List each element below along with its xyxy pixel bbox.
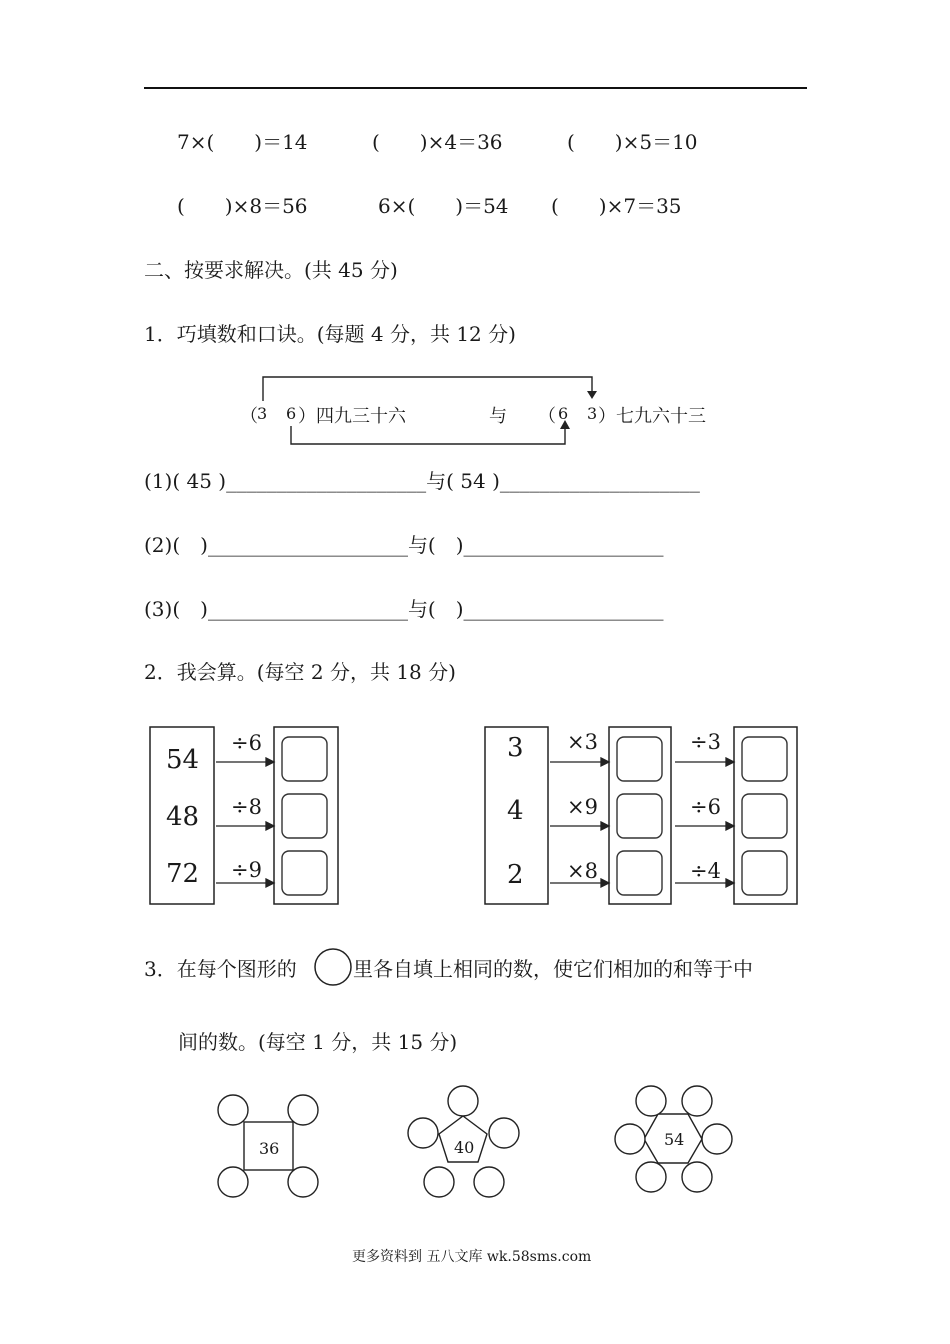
example-rhyme: ）四九三十六 bbox=[298, 406, 406, 427]
operator-label: ÷4 bbox=[690, 859, 721, 883]
section-title: 二、按要求解决。(共 45 分) bbox=[144, 258, 398, 282]
answer-box bbox=[742, 737, 787, 781]
operator-label: ×8 bbox=[567, 859, 598, 883]
blank[interactable]: ____________________ bbox=[463, 533, 664, 557]
line-label: (1)( 45 ) bbox=[144, 469, 227, 493]
example-conj: 与 bbox=[489, 406, 507, 427]
operator-label: ÷9 bbox=[231, 858, 262, 882]
center-number: 40 bbox=[454, 1138, 475, 1157]
blank[interactable]: ____________________ bbox=[226, 469, 427, 493]
example-rhyme: ）七九六十三 bbox=[598, 406, 706, 427]
example-open: （ bbox=[240, 406, 258, 427]
operator-label: ×9 bbox=[567, 795, 598, 819]
example-digit: 3 bbox=[587, 404, 598, 423]
operator-label: ÷6 bbox=[690, 795, 721, 819]
example-open: （ bbox=[538, 406, 556, 427]
answer-box bbox=[617, 794, 662, 838]
answer-box bbox=[742, 794, 787, 838]
operator-label: ÷3 bbox=[690, 730, 721, 754]
footer-text: 更多资料到 五八文库 wk.58sms.com bbox=[352, 1249, 592, 1265]
equation: 6×( )＝54 bbox=[378, 194, 509, 218]
example-digit: 6 bbox=[558, 404, 569, 423]
number-cell: 2 bbox=[507, 860, 524, 890]
answer-box bbox=[617, 851, 662, 895]
answer-box bbox=[282, 737, 327, 781]
line-mid: 与( ) bbox=[407, 597, 464, 621]
answer-box bbox=[742, 851, 787, 895]
number-cell: 48 bbox=[166, 802, 200, 832]
inline-circle-icon bbox=[315, 949, 351, 985]
number-cell: 3 bbox=[507, 733, 524, 763]
question-title: 1．巧填数和口诀。(每题 4 分，共 12 分) bbox=[144, 322, 516, 346]
blank[interactable]: ____________________ bbox=[499, 469, 700, 493]
equation: ( )×7＝35 bbox=[551, 194, 682, 218]
answer-box bbox=[617, 737, 662, 781]
question-title-cont: 里各自填上相同的数，使它们相加的和等于中 bbox=[353, 957, 753, 981]
number-cell: 4 bbox=[507, 796, 524, 826]
example-digit: 6 bbox=[286, 404, 297, 423]
operator-label: ÷8 bbox=[231, 795, 262, 819]
equation: ( )×4＝36 bbox=[372, 130, 503, 154]
equation: ( )×8＝56 bbox=[177, 194, 308, 218]
number-cell: 54 bbox=[166, 745, 200, 775]
line-label: (3)( ) bbox=[144, 597, 208, 621]
answer-column-box bbox=[274, 727, 338, 904]
operator-label: ÷6 bbox=[231, 731, 262, 755]
answer-box bbox=[282, 794, 327, 838]
line-label: (2)( ) bbox=[144, 533, 208, 557]
line-mid: 与( 54 ) bbox=[426, 469, 500, 493]
blank[interactable]: ____________________ bbox=[463, 597, 664, 621]
blank[interactable]: ____________________ bbox=[207, 533, 408, 557]
number-cell: 72 bbox=[166, 859, 200, 889]
operator-label: ×3 bbox=[567, 730, 598, 754]
question-title: 2．我会算。(每空 2 分，共 18 分) bbox=[144, 660, 456, 684]
center-number: 54 bbox=[664, 1130, 685, 1149]
blank[interactable]: ____________________ bbox=[207, 597, 408, 621]
question-title-line2: 间的数。(每空 1 分，共 15 分) bbox=[178, 1030, 458, 1054]
equation: 7×( )＝14 bbox=[177, 130, 308, 154]
center-number: 36 bbox=[259, 1139, 280, 1158]
fill-line bbox=[144, 465, 700, 494]
fill-line bbox=[144, 529, 664, 558]
fill-line bbox=[144, 593, 664, 622]
example-digit: 3 bbox=[257, 404, 268, 423]
question-title: 3．在每个图形的 bbox=[144, 957, 297, 981]
equation: ( )×5＝10 bbox=[567, 130, 698, 154]
line-mid: 与( ) bbox=[407, 533, 464, 557]
answer-box bbox=[282, 851, 327, 895]
arrow-head-down bbox=[587, 391, 597, 399]
